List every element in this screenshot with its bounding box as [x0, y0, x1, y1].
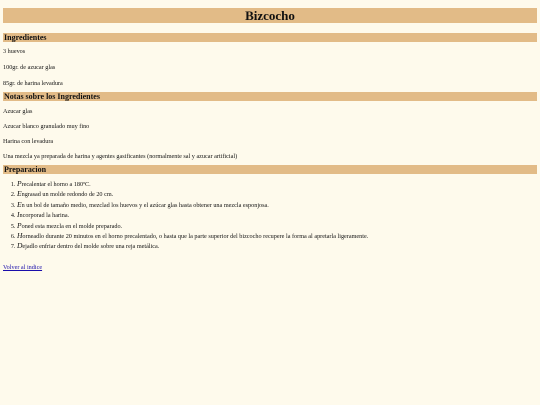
section-heading-ingredientes: Ingredientes	[3, 33, 537, 42]
step-item	[17, 221, 537, 231]
ingredient-item: 100gr. de azucar glas	[3, 64, 56, 71]
step-item	[17, 200, 537, 210]
note-item: Azucar blanco granulado muy fino	[3, 123, 90, 130]
ingredient-item: 3 huevos	[3, 48, 26, 55]
section-heading-notas: Notas sobre los Ingredientes	[3, 92, 537, 101]
step-initial: H	[17, 231, 23, 241]
step-item	[17, 231, 537, 241]
note-item: Harina con levadura	[3, 138, 54, 145]
step-item	[17, 179, 537, 189]
step-text: ngrasad un molde redondo de 20 cm.	[21, 191, 114, 199]
step-initial: P	[17, 220, 22, 230]
step-text: ncorporad la harina.	[19, 212, 70, 220]
step-text: recalentar el horno a 180ºC.	[21, 181, 91, 188]
note-item: Una mezcla ya preparada de harina y agentes gasificantes (normalmente sal y azucar artificial)	[3, 153, 238, 160]
step-text: n un bol de tamaño medio, mezclad los huevos y el azúcar glas hasta obtener una mezcla esponjosa.	[21, 201, 269, 209]
step-text: oned esta mezcla en el molde preparado.	[21, 222, 123, 230]
step-text: orneadlo durante 20 minutos en el horno precalentado, o hasta que la parte superior del bizcocho recupere la forma al apretarla ligeramente.	[22, 233, 369, 241]
step-item	[17, 189, 537, 199]
preparation-steps	[3, 179, 537, 252]
note-item: Azucar glas	[3, 108, 33, 115]
step-initial: P	[17, 179, 22, 188]
step-initial: E	[17, 189, 22, 199]
step-initial: D	[17, 241, 23, 251]
page-title: Bizcocho	[3, 8, 537, 23]
back-to-index-link[interactable]: Volver al indice	[3, 263, 43, 271]
step-initial: I	[17, 210, 20, 220]
step-initial: E	[17, 199, 22, 209]
step-item	[17, 241, 537, 251]
ingredient-item: 85gr. de harina levadura	[3, 80, 63, 87]
step-text: ejadlo enfriar dentro del molde sobre una reja metálica.	[22, 243, 160, 251]
section-heading-preparacion: Preparacion	[3, 165, 537, 174]
step-item	[17, 210, 537, 220]
